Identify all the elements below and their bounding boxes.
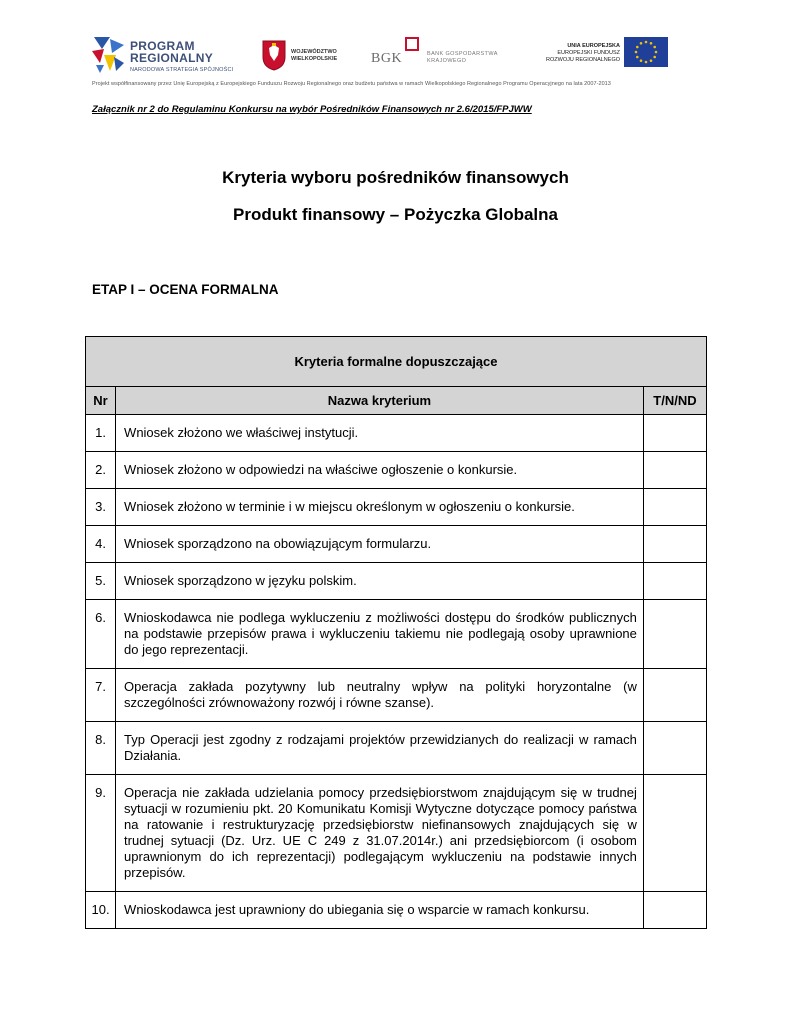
table-row: [86, 722, 707, 775]
row-number: 5.: [86, 563, 116, 600]
eu-logo: [530, 37, 668, 73]
wojewodztwo-line2: WIELKOPOLSKIE: [291, 56, 338, 62]
row-number: 9.: [86, 775, 116, 892]
wojewodztwo-line1: WOJEWÓDZTWO: [291, 49, 337, 55]
row-number: 3.: [86, 489, 116, 526]
eu-line3: ROZWOJU REGIONALNEGO: [546, 57, 620, 63]
attachment-reference: Załącznik nr 2 do Regulaminu Konkursu na wybór Pośredników Finansowych nr 2.6/2015/FPJWW: [92, 104, 532, 115]
coat-of-arms-icon: [261, 39, 287, 71]
table-column-headers: [86, 387, 707, 415]
program-regionalny-line2: REGIONALNY: [130, 51, 214, 65]
table-row: [86, 415, 707, 452]
row-number: 4.: [86, 526, 116, 563]
program-regionalny-logo: [88, 33, 238, 79]
eu-line2: EUROPEJSKI FUNDUSZ: [557, 50, 620, 56]
table-header: Kryteria formalne dopuszczające: [86, 337, 707, 387]
criterion-name: Operacja zakłada pozytywny lub neutralny wpływ na polityki horyzontalne (w szczególności zrównoważony rozwój i równe szanse).: [116, 669, 644, 722]
document-title: Kryteria wyboru pośredników finansowych: [222, 168, 569, 187]
tn-cell[interactable]: [643, 452, 706, 489]
column-header-name: Nazwa kryterium: [116, 387, 644, 415]
tn-cell[interactable]: [643, 722, 706, 775]
program-regionalny-emblem-icon: [90, 35, 128, 75]
tn-cell[interactable]: [643, 489, 706, 526]
document-subtitle: Produkt finansowy – Pożyczka Globalna: [233, 205, 558, 224]
tn-cell[interactable]: [643, 669, 706, 722]
table-row: [86, 600, 707, 669]
criterion-name: Typ Operacji jest zgodny z rodzajami projektów przewidzianych do realizacji w ramach Działania.: [116, 722, 644, 775]
program-regionalny-line1: PROGRAM: [130, 39, 195, 53]
tn-cell[interactable]: [643, 563, 706, 600]
bgk-letters: BGK: [371, 51, 403, 66]
tn-cell[interactable]: [643, 892, 706, 929]
bgk-name-line2: KRAJOWEGO: [427, 58, 467, 64]
tn-cell[interactable]: [643, 526, 706, 563]
column-header-tn: T/N/ND: [643, 387, 706, 415]
row-number: 1.: [86, 415, 116, 452]
table-row: [86, 892, 707, 929]
criterion-name: Wniosek sporządzono w języku polskim.: [116, 563, 644, 600]
bgk-square-icon: [405, 37, 419, 51]
stage-heading: ETAP I – OCENA FORMALNA: [92, 282, 279, 297]
table-header-row: [86, 337, 707, 387]
tn-cell[interactable]: [643, 415, 706, 452]
funding-note: Projekt współfinansowany przez Unię Europejską z Europejskiego Funduszu Rozwoju Regionalnego oraz budżetu państwa w ramach Wielkopolskiego Regionalnego Programu Operacyjnego na lata 2007-2013: [92, 81, 611, 87]
criteria-table: [85, 336, 707, 929]
criterion-name: Operacja nie zakłada udzielania pomocy przedsiębiorstwom znajdującym się w trudnej sytuacji w rozumieniu pkt. 20 Komunikatu Komisji Wytyczne dotyczące pomocy państwa na ratowanie i restrukturyzację przedsiębiorstw niefinansowych znajdujących się w trudnej sytuacji (Dz. Urz. UE C 249 z 31.07.2014r.) ani przedsiębiorcom (i osobom uprawnionym do ich reprezentacji) podlegającym wykluczeniu na podstawie innych przepisów.: [116, 775, 644, 892]
bgk-name-line1: BANK GOSPODARSTWA: [427, 51, 498, 57]
tn-cell[interactable]: [643, 775, 706, 892]
table-row: [86, 669, 707, 722]
table-row: [86, 526, 707, 563]
program-regionalny-subtitle: NARODOWA STRATEGIA SPÓJNOŚCI: [130, 67, 234, 73]
table-row: [86, 489, 707, 526]
column-header-nr: Nr: [86, 387, 116, 415]
table-row: [86, 563, 707, 600]
criterion-name: Wnioskodawca jest uprawniony do ubiegania się o wsparcie w ramach konkursu.: [116, 892, 644, 929]
row-number: 10.: [86, 892, 116, 929]
tn-cell[interactable]: [643, 600, 706, 669]
row-number: 7.: [86, 669, 116, 722]
eu-line1: UNIA EUROPEJSKA: [567, 43, 620, 49]
criterion-name: Wniosek złożono w terminie i w miejscu określonym w ogłoszeniu o konkursie.: [116, 489, 644, 526]
criterion-name: Wniosek sporządzono na obowiązującym formularzu.: [116, 526, 644, 563]
wojewodztwo-wielkopolskie-logo: [261, 39, 351, 73]
table-row: [86, 775, 707, 892]
criterion-name: Wniosek złożono we właściwej instytucji.: [116, 415, 644, 452]
criterion-name: Wniosek złożono w odpowiedzi na właściwe ogłoszenie o konkursie.: [116, 452, 644, 489]
row-number: 8.: [86, 722, 116, 775]
logo-bar: [88, 33, 668, 81]
eu-flag-icon: [624, 37, 668, 67]
table-row: [86, 452, 707, 489]
row-number: 2.: [86, 452, 116, 489]
bgk-logo: [371, 37, 511, 73]
row-number: 6.: [86, 600, 116, 669]
criterion-name: Wnioskodawca nie podlega wykluczeniu z możliwości dostępu do środków publicznych na podstawie przepisów prawa i wykluczeniu takiemu nie podlegają osoby uprawnione do jego reprezentacji.: [116, 600, 644, 669]
